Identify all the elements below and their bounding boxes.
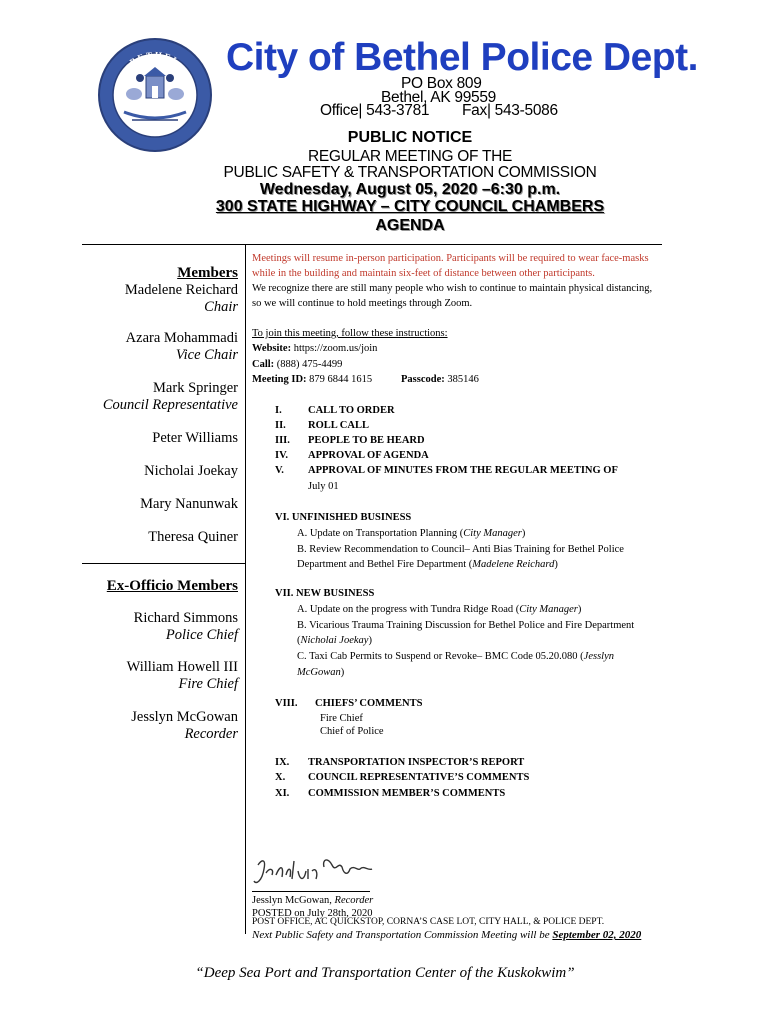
agenda-subitem: B. Review Recommendation to Council– Anti Bias Training for Bethel Police [297,544,624,555]
fax-number: Fax| 543-5086 [462,102,558,119]
agenda-subitem: (Nicholai Joekay) [297,635,372,646]
covid-notice-line: Meetings will resume in-person participation. Participants will be required to wear face-masks [252,253,649,264]
next-meeting: Next Public Safety and Transportation Commission Meeting will be September 02, 2020 [252,929,642,941]
agenda-item: CHIEFS’ COMMENTS [315,698,423,709]
exofficio-role: Fire Chief [178,676,238,692]
exofficio-role: Recorder [184,726,238,742]
member-name: Mary Nanunwak [140,496,238,512]
agenda-number: XI. [275,788,290,799]
member-name: Madelene Reichard [124,282,238,298]
agenda-subitem: July 01 [308,481,339,492]
zoom-notice-line: so we will continue to hold meetings through Zoom. [252,298,473,309]
meeting-id-label: Meeting ID: [252,374,307,385]
seal-bottom-text: ALASKA [132,116,178,132]
notice-location: 300 STATE HIGHWAY – CITY COUNCIL CHAMBERS [215,198,605,215]
members-divider [82,563,245,564]
passcode-label: Passcode: [401,374,445,385]
zoom-meeting-row [252,372,372,388]
agenda-subitem: A. Update on the progress with Tundra Ridge Road (City Manager) [297,604,582,615]
agenda-item: COMMISSION MEMBER’S COMMENTS [308,788,506,799]
zoom-phone: (888) 475-4499 [276,359,343,370]
members-heading: Members [177,265,238,281]
agenda-number: III. [275,435,290,446]
zoom-website-row [252,341,377,357]
notice-heading: PUBLIC NOTICE [347,129,473,146]
notice-date: Wednesday, August 05, 2020 –6:30 p.m. [259,181,561,198]
agenda-number: IX. [275,757,290,768]
header-divider [82,244,662,245]
agenda-section-heading: VII. NEW BUSINESS [275,588,375,599]
agenda-number: X. [275,772,286,783]
agenda-section-heading: VI. UNFINISHED BUSINESS [275,512,412,523]
agenda-item: APPROVAL OF MINUTES FROM THE REGULAR MEETING OF [308,465,618,476]
posted-locations: POST OFFICE, AC QUICKSTOP, CORNA’S CASE LOT, CITY HALL, & POLICE DEPT. [252,917,605,927]
agenda-subitem: Chief of Police [320,726,384,737]
agenda-item: APPROVAL OF AGENDA [308,450,429,461]
city-slogan: “Deep Sea Port and Transportation Center of the Kuskokwim” [195,965,575,981]
agenda-item: COUNCIL REPRESENTATIVE’S COMMENTS [308,772,530,783]
agenda-subitem: B. Vicarious Trauma Training Discussion for Bethel Police and Fire Department [297,620,635,631]
signature-line [252,891,370,892]
posted-date: POSTED on July 28th, 2020 [252,908,373,919]
column-divider [245,244,246,934]
member-role: Vice Chair [175,347,238,363]
agenda-subitem: C. Taxi Cab Permits to Suspend or Revoke– BMC Code 05.20.080 (Jesslyn [297,651,614,662]
agenda-item: CALL TO ORDER [308,405,395,416]
signature [252,855,382,891]
exofficio-name: William Howell III [126,659,238,675]
website-label: Website: [252,343,292,354]
city-state: Bethel, AK 99559 [381,89,496,106]
member-role: Council Representative [102,397,238,413]
agenda-subitem: Department and Bethel Fire Department (Madelene Reichard) [297,559,558,570]
exofficio-name: Jesslyn McGowan [131,709,238,725]
agenda-subitem: McGowan) [297,667,345,678]
notice-agenda-heading: AGENDA [375,217,445,234]
page-title: City of Bethel Police Dept. [226,36,698,79]
agenda-number: V. [275,465,284,476]
agenda-number: IV. [275,450,288,461]
zoom-call-row [252,357,342,373]
agenda-number: VIII. [275,698,298,709]
signer: Jesslyn McGowan, Recorder [252,895,374,906]
agenda-item: TRANSPORTATION INSPECTOR’S REPORT [308,757,525,768]
agenda-number: I. [275,405,282,416]
notice-meeting-type: REGULAR MEETING OF THE [307,148,513,165]
agenda-subitem: A. Update on Transportation Planning (City Manager) [297,528,526,539]
meeting-id: 879 6844 1615 [309,374,373,385]
agenda-item: PEOPLE TO BE HEARD [308,435,425,446]
zoom-website-link[interactable]: https://zoom.us/join [293,343,378,354]
member-name: Theresa Quiner [148,529,238,545]
office-phone: Office| 543-3781 [320,102,430,119]
notice-commission: PUBLIC SAFETY & TRANSPORTATION COMMISSION [223,164,597,181]
zoom-notice-line: We recognize there are still many people who wish to continue to maintain physical distancing, [252,283,653,294]
agenda-number: II. [275,420,286,431]
seal-top-text: BETHEL [127,49,183,68]
member-name: Azara Mohammadi [125,330,238,346]
po-box: PO Box 809 [401,75,482,92]
passcode: 385146 [447,374,479,385]
member-name: Peter Williams [152,430,238,446]
agenda-item: ROLL CALL [308,420,369,431]
zoom-passcode-row [401,372,479,388]
exofficio-role: Police Chief [165,627,238,643]
zoom-instructions: To join this meeting, follow these instructions: [252,328,448,339]
exofficio-name: Richard Simmons [133,610,238,626]
covid-notice-line: while in the building and maintain six-feet of distance between other participants. [252,268,595,279]
member-name: Nicholai Joekay [144,463,238,479]
call-label: Call: [252,359,275,370]
agenda-subitem: Fire Chief [320,713,363,724]
exofficio-heading: Ex-Officio Members [106,578,238,594]
member-role: Chair [204,299,238,315]
member-name: Mark Springer [153,380,238,396]
